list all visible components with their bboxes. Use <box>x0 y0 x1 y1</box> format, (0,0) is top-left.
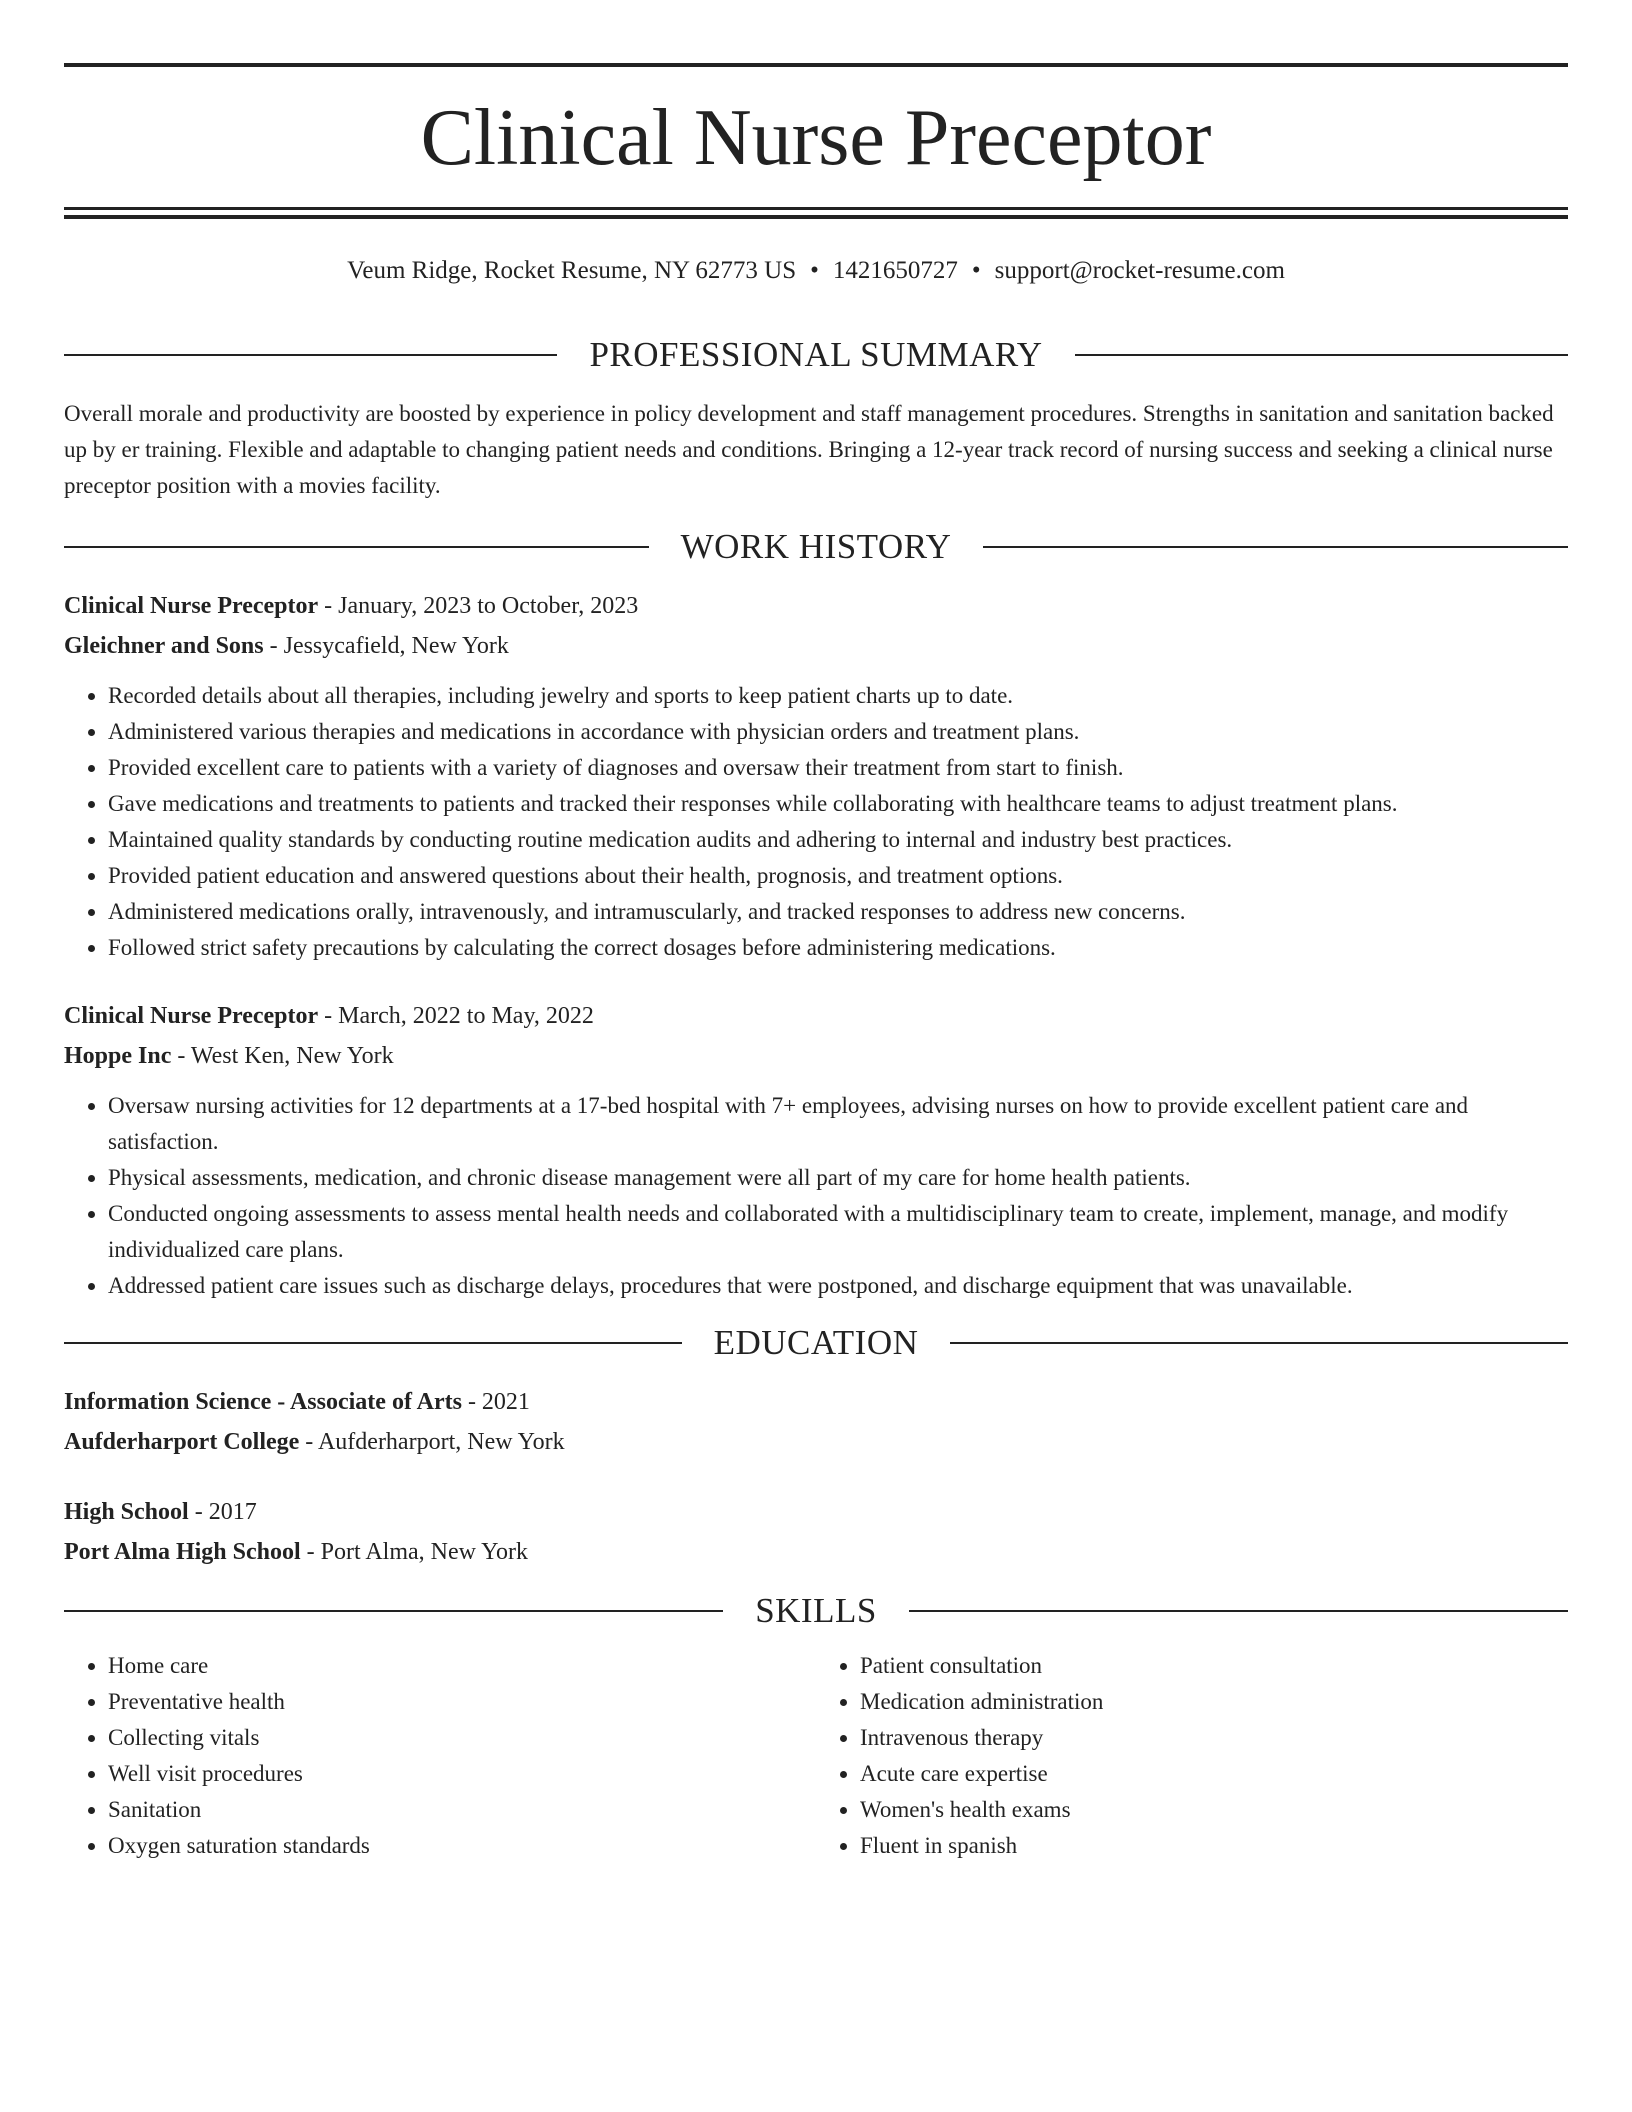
skill-item: • Acute care expertise <box>860 1756 1568 1792</box>
job-bullet: • Administered various therapies and medications in accordance with physician orders and treatment plans. <box>108 714 1568 750</box>
skill-item: • Oxygen saturation standards <box>108 1828 816 1864</box>
job-entry <box>64 996 1568 1304</box>
contact-separator: • <box>810 257 819 284</box>
skill-item: • Patient consultation <box>860 1648 1568 1684</box>
contact-line <box>64 254 1568 288</box>
skill-item: • Preventative health <box>108 1684 816 1720</box>
job-title-line <box>64 586 1568 626</box>
education-year: - 2021 <box>461 1389 530 1415</box>
skill-item: • Sanitation <box>108 1792 816 1828</box>
job-bullet: • Physical assessments, medication, and chronic disease management were all part of my care for home health patients. <box>108 1160 1568 1196</box>
education-location: - Port Alma, New York <box>300 1539 529 1565</box>
skill-item: • Medication administration <box>860 1684 1568 1720</box>
job-title: Clinical Nurse Preceptor <box>64 593 319 619</box>
skill-item: • Intravenous therapy <box>860 1720 1568 1756</box>
top-divider <box>64 63 1568 67</box>
job-company-line <box>64 1036 1568 1076</box>
skills-column-left <box>64 1648 816 1864</box>
header-divider-upper <box>64 207 1568 210</box>
job-bullet: • Followed strict safety precautions by calculating the correct dosages before administering medications. <box>108 930 1568 966</box>
job-location: - West Ken, New York <box>171 1043 394 1069</box>
heading-rule-left <box>64 1342 682 1344</box>
header-divider-lower <box>64 215 1568 219</box>
skills-column-right <box>816 1648 1568 1864</box>
job-bullet: • Provided excellent care to patients with a variety of diagnoses and oversaw their treatment from start to finish. <box>108 750 1568 786</box>
resume-content <box>64 330 1568 1864</box>
heading-rule-right <box>909 1610 1568 1612</box>
education-school: Port Alma High School <box>64 1539 301 1565</box>
summary-text: Overall morale and productivity are boosted by experience in policy development and staff management procedures. Strengths in sanitation and sanitation backed up by er training. Flexible and adaptable to changing patient needs and conditions. Bringing a 12-year track record of nursing success and seeking a clinical nurse preceptor position with a movies facility. <box>64 401 1554 498</box>
education-degree-line <box>64 1492 1568 1532</box>
education-school-line <box>64 1532 1568 1572</box>
resume-name: Clinical Nurse Preceptor <box>420 94 1212 182</box>
job-bullet: • Conducted ongoing assessments to assess mental health needs and collaborated with a multidisciplinary team to create, implement, manage, and modify individualized care plans. <box>108 1196 1568 1268</box>
education-degree-line <box>64 1382 1568 1422</box>
job-company: Gleichner and Sons <box>64 633 264 659</box>
heading-rule-left <box>64 354 557 356</box>
education-heading-title: EDUCATION <box>713 1323 919 1362</box>
work-history-heading <box>64 522 1568 572</box>
job-location: - Jessycafield, New York <box>263 633 509 659</box>
heading-rule-left <box>64 546 649 548</box>
heading-rule-right <box>1075 354 1568 356</box>
contact-separator: • <box>971 257 981 284</box>
skills-heading <box>64 1586 1568 1636</box>
education-year: - 2017 <box>188 1499 257 1525</box>
job-company-line <box>64 626 1568 666</box>
job-bullet: • Administered medications orally, intravenously, and intramuscularly, and tracked responses to address new concerns. <box>108 894 1568 930</box>
education-location: - Aufderharport, New York <box>299 1429 565 1455</box>
heading-rule-right <box>983 546 1568 548</box>
contact-email: support@rocket-resume.com <box>994 257 1285 284</box>
job-dates: - January, 2023 to October, 2023 <box>318 593 639 619</box>
job-title-line <box>64 996 1568 1036</box>
job-entry <box>64 586 1568 966</box>
job-bullets <box>64 678 1568 966</box>
skill-item: • Women's health exams <box>860 1792 1568 1828</box>
job-dates: - March, 2022 to May, 2022 <box>318 1003 594 1029</box>
heading-rule-right <box>950 1342 1568 1344</box>
education-heading <box>64 1318 1568 1368</box>
skills-list <box>64 1636 1568 1864</box>
skills-heading-title: SKILLS <box>755 1591 877 1630</box>
job-bullet: • Maintained quality standards by conducting routine medication audits and adhering to internal and industry best practices. <box>108 822 1568 858</box>
education-degree: Information Science - Associate of Arts <box>64 1389 462 1415</box>
education-degree: High School <box>64 1499 189 1525</box>
job-company: Hoppe Inc <box>64 1043 172 1069</box>
work-history-heading-title: WORK HISTORY <box>680 527 952 566</box>
education-entry <box>64 1492 1568 1572</box>
summary-heading-title: PROFESSIONAL SUMMARY <box>589 335 1043 374</box>
job-bullet: • Oversaw nursing activities for 12 departments at a 17-bed hospital with 7+ employees, advising nurses on how to provide excellent patient care and satisfaction. <box>108 1088 1568 1160</box>
job-title: Clinical Nurse Preceptor <box>64 1003 319 1029</box>
job-bullet: • Gave medications and treatments to patients and tracked their responses while collaborating with healthcare teams to adjust treatment plans. <box>108 786 1568 822</box>
job-bullets <box>64 1088 1568 1304</box>
heading-rule-left <box>64 1610 723 1612</box>
contact-address: Veum Ridge, Rocket Resume, NY 62773 US <box>347 257 797 284</box>
contact-phone: 1421650727 <box>832 257 958 284</box>
education-school-line <box>64 1422 1568 1462</box>
skill-item: • Collecting vitals <box>108 1720 816 1756</box>
skill-item: • Home care <box>108 1648 816 1684</box>
summary-heading <box>64 330 1568 380</box>
education-entry <box>64 1382 1568 1462</box>
job-bullet: • Recorded details about all therapies, including jewelry and sports to keep patient charts up to date. <box>108 678 1568 714</box>
education-school: Aufderharport College <box>64 1429 300 1455</box>
job-bullet: • Provided patient education and answered questions about their health, prognosis, and treatment options. <box>108 858 1568 894</box>
job-bullet: • Addressed patient care issues such as discharge delays, procedures that were postponed, and discharge equipment that was unavailable. <box>108 1268 1568 1304</box>
skill-item: • Fluent in spanish <box>860 1828 1568 1864</box>
skill-item: • Well visit procedures <box>108 1756 816 1792</box>
